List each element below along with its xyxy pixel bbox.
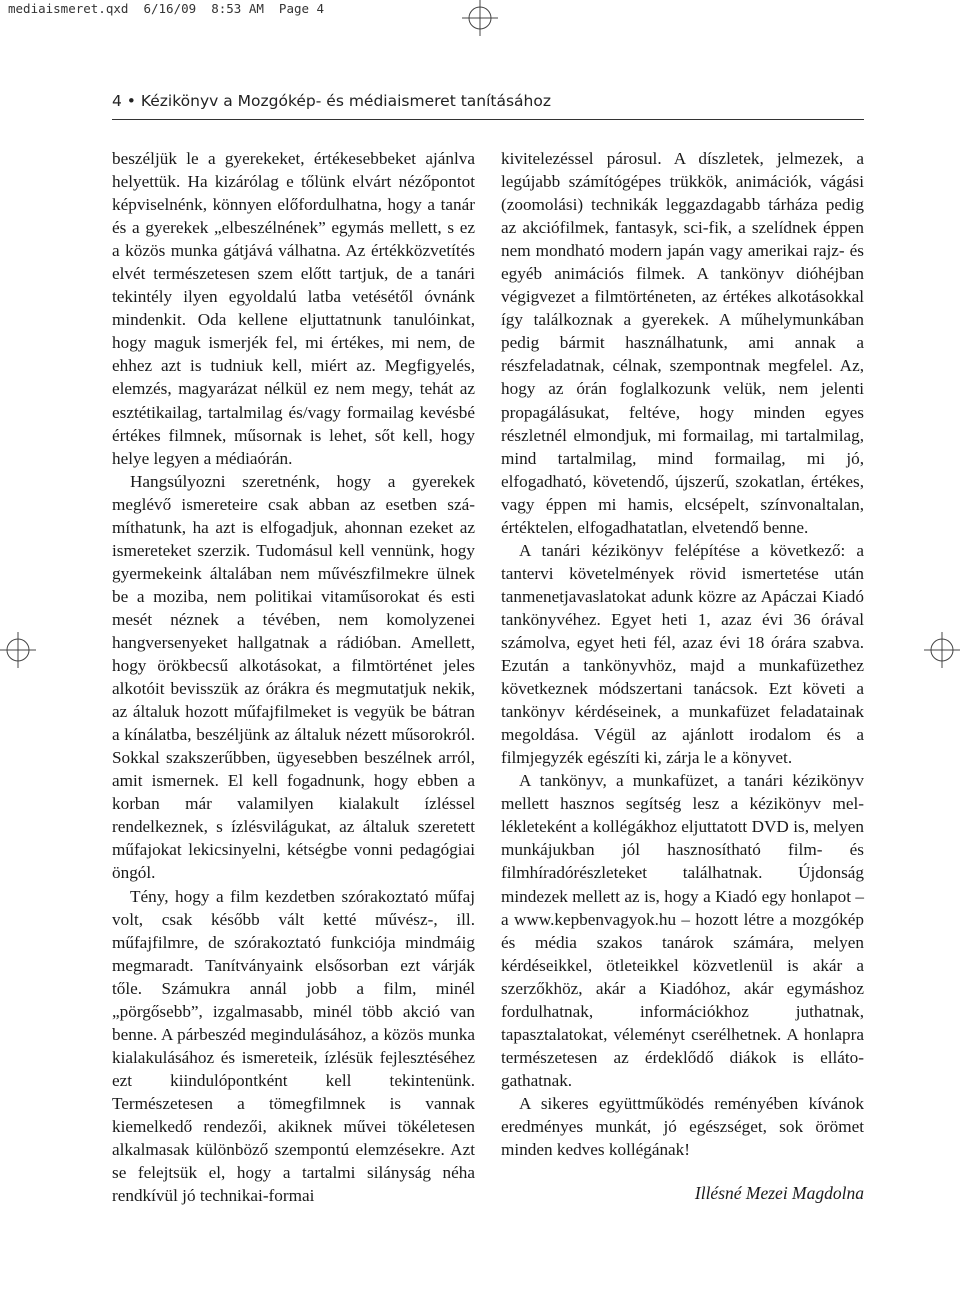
author-signature: Illésné Mezei Magdolna xyxy=(694,1183,864,1203)
paragraph: Tény, hogy a film kezdetben szórakoztató műfaj volt, csak később vált ketté művész-, ill. műfajfilmre, de szórakoztató funkciója mindmáig megmaradt. Tanítványaink elsősorban ezt várják tőle. Számukra annál jobb a film, minél „pörgősebb”, izgalmasabb, minél több akció van benne. A párbeszéd megindulásához, a közös munka kialakulásához és ismereteik, ízlésük fejlesztéséhez ezt kiindulópontként kell tekintenünk. Természetesen a tömegfilmnek is vannak kiemelkedő rendezői, akiknek művei tökéletesen alkalmasak különböző szempontú elemzésekre. Azt se felejtsük el, hogy a tartalmi silányság néha rendkívül jó technikai-formai xyxy=(112,886,475,1206)
registration-mark-right xyxy=(924,632,960,668)
right-column xyxy=(501,147,864,1161)
paragraph: Hangsúlyozni szeretnénk, hogy a gyerekek meglévő ismereteire csak abban az esetben számíthatunk, ha azt is elfogadjuk, ahonnan ezeket az ismereteket szerzik. Tudomásul kell vennünk, hogy gyermekeink általában nem művészfilmekre ülnek be a moziba, nem politikai vitaműsorokat és esti mesét néznek a tévében, nem komolyzenei hangversenyeket hallgatnak a rádióban. Amellett, hogy örökbecsű alkotásokat, a filmtörténet jeles alkotóit bevisszük az órákra és megmutatjuk nekik, az általuk hozott műfajfilmeket is vegyük be bátran a kínálatba, beszéljünk az általuk nézett műsorokról. Sokkal szakszerűbben, ügyesebben beszélnek arról, amit ismernek. El kell fogadnunk, hogy ebben a korban már valamilyen kialakult ízléssel rendelkeznek, s ízlésvilágukat, az általuk szeretett műfajokat lekicsinyelni, kétségbe vonni pedagógiai öngól. xyxy=(112,471,475,883)
paragraph: A tanári kézikönyv felépítése a következő: a tantervi követelmények rövid ismertetése után tanmenetjavaslatokat adunk közre az Apáczai Kiadó tankönyvéhez. Egyet heti 1, azaz évi 36 órával számolva, egyet heti fél, azaz évi 18 órára szabva. Ezután a tankönyvhöz, majd a munkafüzethez következnek módszertani tanácsok. Ezt követi a tankönyv kérdéseinek, a munkafüzet feladatainak megoldása. Végül az ajánlott irodalom és a filmjegyzék egészíti ki, zárja le a könyvet. xyxy=(501,540,864,768)
paragraph: kivitelezéssel párosul. A díszletek, jelmezek, a legújabb számítógépes trükkök, animációk, vágási (zoomolási) technikák leggazdagabb tárháza pedig az akciófilmek, fantasyk, sci-fik, a szelídnek éppen nem mondható modern japán vagy amerikai rajz- és egyéb animációs filmek. A tankönyv dióhéjban végigvezet a filmtörténeten, az értékes alkotásokkal így találkoznak a gyerekek. A műhelymunkában pedig bármit használhatunk, ami annak a részfeladatnak, célnak, szempontnak megfelel. Az, hogy az órán foglalkozunk velük, nem jelenti propagálásukat, feltéve, hogy minden egyes részletnél elmondjuk, mi formailag, mi tartalmilag, mind tartalmilag, mind formailag, mi jó, elfogadható, követendő, újszerű, szokatlan, értékes, vagy éppen mi hamis, elcsépelt, színvonaltalan, értéktelen, elfogadhatatlan, elvetendő benne. xyxy=(501,149,864,537)
paragraph: beszéljük le a gyerekeket, értékesebbeket ajánlva helyettük. Ha kizárólag e tőlünk elvárt nézőpontot képviselnénk, könnyen előfordulhatna, hogy a tanár és a gyerekek „elbeszélnének” egymás mellett, s ez a közös munka gátjává válhatna. Az értékközvetítés elvét természetesen szem előtt tartjuk, de a tanári tekintély ilyen egyoldalú latba vetésétől óvnánk mindenkit. Oda kellene eljuttatnunk tanulóinkat, hogy maguk ismerjék fel, mi értékes, mi nem, de ehhez azt is tudniuk kell, miért az. Megfigyelés, elemzés, magyarázat nélkül ez nem megy, tehát az esztétikailag, tartalmilag és/vagy formailag kevésbé értékes filmnek, műsornak is lehet, sőt kell, hogy helye legyen a médiaórán. xyxy=(112,149,475,468)
header-rule xyxy=(112,119,864,120)
print-slug: mediaismeret.qxd 6/16/09 8:53 AM Page 4 xyxy=(8,1,325,16)
registration-mark-top xyxy=(462,0,498,36)
running-head: 4 • Kézikönyv a Mozgókép- és médiaismeret tanításához xyxy=(112,92,551,110)
paragraph: A tankönyv, a munkafüzet, a tanári kézikönyv mellett hasznos segítség lesz a kézikönyv mellékleteként a kollégákhoz eljuttatott DVD is, melyen munkájukban jól hasznosítható film- és filmhíradórészleteket találhatnak. Újdonság mindezek mellett az is, hogy a Kiadó egy honlapot – a www.kepbenvagyok.hu – hozott létre a mozgókép és média szakos tanárok számára, melyen kérdéseikkel, ötleteikkel közvetlenül is akár a szerzőkhöz, akár a Kiadóhoz, akár egymáshoz fordulhatnak, információkhoz juthatnak, tapasztalatokat, véleményt cserélhetnek. A honlapra természetesen az érdeklődő diákok is ellátogathatnak. xyxy=(501,771,864,1090)
left-column xyxy=(112,147,475,1207)
paragraph: A sikeres együttműködés reményében kívánok eredményes munkát, jó egészséget, sok örömet minden kedves kollégának! xyxy=(501,1093,864,1160)
registration-mark-left xyxy=(0,632,36,668)
